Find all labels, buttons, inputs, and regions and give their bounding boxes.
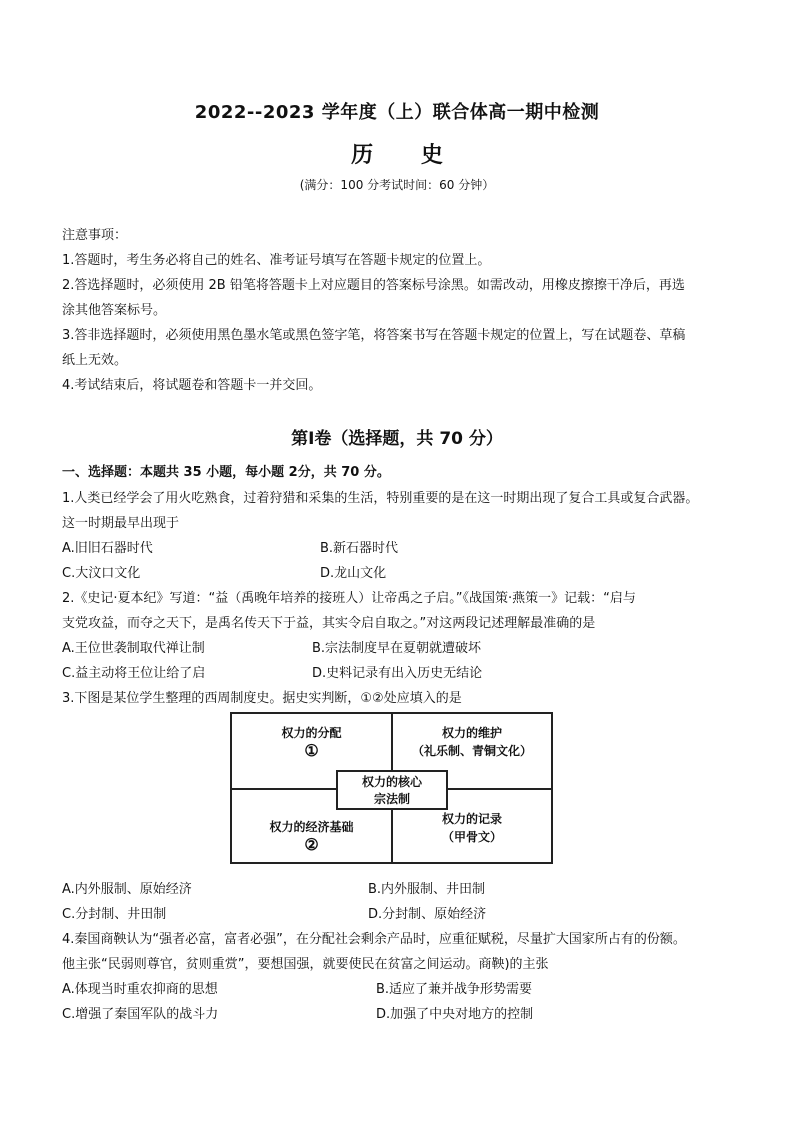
notes-heading: 注意事项： [62,228,128,243]
option-c: C.增强了秦国军队的战斗力 [62,1007,219,1022]
option-b: B.适应了兼并战争形势需要 [376,982,533,997]
note-line: 涂其他答案标号。 [62,303,167,318]
option-d: D.龙山文化 [320,566,387,581]
diagram-label: 权力的记录 [441,812,502,826]
diagram-cell-top-right [393,724,551,760]
diagram-label: （礼乐制、青铜文化） [411,744,532,758]
diagram-label: 宗法制 [373,792,410,806]
subject-title: 历 史 [351,143,463,168]
note-line: 2.答选择题时，必须使用 2B 铅笔将答题卡上对应题目的答案标号涂黑。如需改动，用橡皮擦擦干净后，再选 [62,278,685,293]
option-a: A.内外服制、原始经济 [62,882,192,897]
part-heading: 一、选择题：本题共 35 小题，每小题 2分，共 70 分。 [62,465,390,480]
option-d: D.史料记录有出入历史无结论 [312,666,483,681]
option-a: A.王位世袭制取代禅让制 [62,641,205,656]
diagram-label: 权力的分配 [281,726,342,740]
exam-meta: (满分：100 分考试时间：60 分钟） [299,178,495,192]
option-c: C.大汶口文化 [62,566,141,581]
option-b: B.新石器时代 [320,541,399,556]
note-line: 3.答非选择题时，必须使用黑色墨水笔或黑色签字笔，将答案书写在答题卡规定的位置上，写在试题卷、草稿 [62,328,686,343]
diagram-cell-bottom-right [393,810,551,846]
western-zhou-system-diagram [230,712,553,864]
option-d: D.分封制、原始经济 [368,907,487,922]
blank-marker-1: ① [304,741,319,760]
diagram-label: （甲骨文） [441,830,502,844]
option-a: A.体现当时重农抑商的思想 [62,982,218,997]
note-line: 纸上无效。 [62,353,128,368]
diagram-label: 权力的核心 [361,775,422,789]
question-stem: 1.人类已经学会了用火吃熟食，过着狩猎和采集的生活，特别重要的是在这一时期出现了复合工具或复合武器。 [62,491,699,506]
diagram-center-box [336,770,448,810]
note-line: 4.考试结束后，将试题卷和答题卡一并交回。 [62,378,322,393]
option-a: A.旧旧石器时代 [62,541,153,556]
section-title: 第Ⅰ卷（选择题，共 70 分） [291,429,503,449]
option-b: B.内外服制、井田制 [368,882,486,897]
exam-title: 2022--2023 学年度（上）联合体高一期中检测 [194,102,600,123]
option-b: B.宗法制度早在夏朝就遭破坏 [312,641,482,656]
question-stem: 这一时期最早出现于 [62,516,180,531]
option-c: C.分封制、井田制 [62,907,167,922]
diagram-cell-top-left [232,724,391,760]
diagram-label: 权力的维护 [441,726,502,740]
note-line: 1.答题时，考生务必将自己的姓名、准考证号填写在答题卡规定的位置上。 [62,253,491,268]
diagram-label: 权力的经济基础 [269,820,354,834]
question-stem: 支党攻益，而夺之天下，是禹名传天下于益，其实令启自取之。”对这两段记述理解最准确的是 [62,616,596,631]
question-stem: 他主张“民弱则尊官，贫则重赏”，要想国强，就要使民在贫富之间运动。商鞅)的主张 [62,957,549,972]
option-d: D.加强了中央对地方的控制 [376,1007,534,1022]
option-c: C.益主动将王位让给了启 [62,666,206,681]
diagram-cell-bottom-left [232,818,391,854]
blank-marker-2: ② [304,835,319,854]
question-stem: 2.《史记·夏本纪》写道：“益（禹晚年培养的接班人）让帝禹之子启。”《战国策·燕策一》记载：“启与 [62,591,636,606]
question-stem: 3.下图是某位学生整理的西周制度史。据史实判断，①②处应填入的是 [62,691,462,706]
question-stem: 4.秦国商鞅认为“强者必富，富者必强”，在分配社会剩余产品时，应重征赋税，尽量扩大国家所占有的份额。 [62,932,686,947]
